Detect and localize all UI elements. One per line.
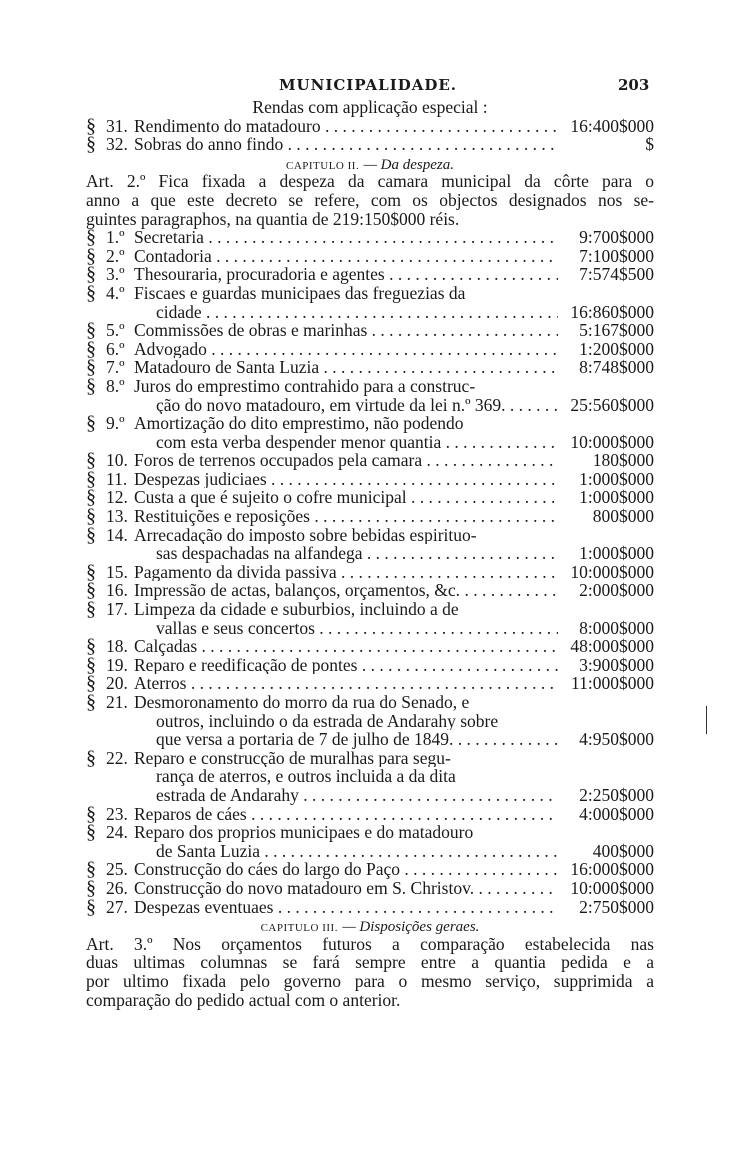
list-item bbox=[86, 488, 654, 507]
item-label: Impressão de actas, balanços, orçamentos, &c. . . . bbox=[134, 581, 558, 600]
item-amount: 4:000$000 bbox=[579, 803, 654, 824]
item-number: 4.º bbox=[106, 282, 125, 303]
item-number: 1.º bbox=[106, 227, 125, 248]
section-sign: § bbox=[86, 746, 96, 769]
item-amount: 8:000$000 bbox=[579, 617, 654, 638]
list-item bbox=[86, 451, 654, 470]
item-number: 18. bbox=[106, 636, 128, 657]
item-amount: 3:900$000 bbox=[579, 654, 654, 675]
item-number: 24. bbox=[106, 822, 128, 843]
item-amount: 8:748$000 bbox=[579, 357, 654, 378]
page-number: 203 bbox=[618, 76, 650, 94]
item-label: estrada de Andarahy . . . bbox=[156, 786, 558, 805]
page-body bbox=[86, 98, 654, 1009]
item-amount: 800$000 bbox=[592, 506, 654, 527]
section-sign: § bbox=[86, 114, 96, 137]
list-item bbox=[86, 523, 654, 546]
section-sign: § bbox=[86, 467, 96, 490]
item-label: que versa a portaria de 7 de julho de 1849. . . . bbox=[156, 730, 558, 749]
list-item-continuation bbox=[86, 712, 654, 731]
item-number: 2.º bbox=[106, 245, 125, 266]
list-item bbox=[86, 895, 654, 918]
paragraph-line: por ultimo fixada pelo governo para o mesmo serviço, supprimida a bbox=[86, 970, 654, 991]
list-item bbox=[86, 746, 654, 769]
chapter-title: — Disposições geraes. bbox=[342, 919, 480, 936]
item-label: Aterros . . . bbox=[134, 674, 558, 693]
item-label: Matadouro de Santa Luzia . . . bbox=[134, 358, 558, 377]
list-item bbox=[86, 337, 654, 360]
item-label: Juros do emprestimo contrahido para a construc- bbox=[134, 376, 476, 396]
section-sign: § bbox=[86, 263, 96, 286]
item-amount: 16:400$000 bbox=[570, 115, 654, 136]
list-item bbox=[86, 281, 654, 304]
item-label: Advogado . . . bbox=[134, 340, 558, 359]
item-amount: 9:700$000 bbox=[579, 227, 654, 248]
section-sign: § bbox=[86, 895, 96, 918]
section-sign: § bbox=[86, 672, 96, 695]
item-label: outros, incluindo o da estrada de Andarahy sobre bbox=[156, 711, 499, 731]
item-label: Thesouraria, procuradoria e agentes . . . bbox=[134, 265, 558, 284]
item-amount: 2:250$000 bbox=[579, 784, 654, 805]
item-label: Sobras do anno findo . . . bbox=[134, 135, 558, 154]
section-sign: § bbox=[86, 486, 96, 509]
list-item bbox=[86, 802, 654, 825]
item-amount: 2:750$000 bbox=[579, 896, 654, 917]
list-item-continuation bbox=[86, 433, 654, 452]
item-label: Reparos de cáes . . . bbox=[134, 805, 558, 824]
list-item-continuation bbox=[86, 786, 654, 805]
item-number: 5.º bbox=[106, 320, 125, 341]
list-item-continuation bbox=[86, 303, 654, 322]
item-amount: 16:000$000 bbox=[570, 859, 654, 880]
list-item-continuation bbox=[86, 767, 654, 786]
list-item bbox=[86, 321, 654, 340]
item-label: Calçadas . . . bbox=[134, 637, 558, 656]
article-2 bbox=[86, 172, 654, 228]
section-sign: § bbox=[86, 579, 96, 602]
item-number: 12. bbox=[106, 487, 128, 508]
section-sign: § bbox=[86, 821, 96, 844]
section-sign: § bbox=[86, 319, 96, 342]
list-item-continuation bbox=[86, 619, 654, 638]
chapter-cap: CAPITULO II. bbox=[285, 159, 360, 172]
item-label: Arrecadação do imposto sobre bebidas espirituo- bbox=[134, 525, 477, 545]
item-amount: 2:000$000 bbox=[579, 580, 654, 601]
item-label: Restituições e reposições . . . bbox=[134, 507, 558, 526]
item-number: 7.º bbox=[106, 357, 125, 378]
item-amount: 48:000$000 bbox=[570, 636, 654, 657]
item-amount: 7:574$500 bbox=[579, 264, 654, 285]
item-label: Commissões de obras e marinhas . . . bbox=[134, 321, 558, 340]
section-sign: § bbox=[86, 598, 96, 621]
item-number: 32. bbox=[106, 134, 128, 155]
section-sign: § bbox=[86, 691, 96, 713]
item-label: Limpeza da cidade e suburbios, incluindo a de bbox=[134, 600, 459, 619]
item-amount: 7:100$000 bbox=[579, 245, 654, 266]
item-amount: 1:000$000 bbox=[579, 543, 654, 564]
item-label: Secretaria . . . bbox=[134, 228, 558, 247]
item-label: Reparo e construcção de muralhas para segu- bbox=[134, 748, 451, 768]
chapter-heading bbox=[86, 154, 654, 173]
list-item bbox=[86, 653, 654, 676]
item-number: 23. bbox=[106, 803, 128, 824]
item-amount: 11:000$000 bbox=[571, 673, 654, 694]
item-label: vallas e seus concertos . . . bbox=[156, 619, 558, 638]
section-sign: § bbox=[86, 635, 96, 658]
list-item bbox=[86, 265, 654, 284]
list-item bbox=[86, 135, 654, 154]
section-sign: § bbox=[86, 374, 96, 397]
item-label: Reparo e reedificação de pontes . . . bbox=[134, 656, 558, 675]
item-number: 19. bbox=[106, 654, 128, 675]
item-label: Rendimento do matadouro . . . bbox=[134, 117, 558, 136]
running-head: MUNICIPALIDADE. bbox=[278, 76, 458, 94]
list-item bbox=[86, 860, 654, 879]
expense-items bbox=[86, 228, 654, 916]
section-sign: § bbox=[86, 560, 96, 583]
section-sign: § bbox=[86, 802, 96, 825]
list-item bbox=[86, 581, 654, 600]
item-label: sas despachadas na alfandega . . . bbox=[156, 544, 558, 563]
list-item bbox=[86, 637, 654, 656]
paragraph-line: duas ultimas columnas se fará sempre entre a quantia pedida e a bbox=[86, 952, 654, 973]
section-sign: § bbox=[86, 449, 96, 472]
list-item-continuation bbox=[86, 730, 654, 749]
item-amount: 10:000$000 bbox=[570, 561, 654, 582]
list-item bbox=[86, 674, 654, 693]
item-label: rança de aterros, e outros incluida a da dita bbox=[156, 767, 456, 786]
item-amount: 4:950$000 bbox=[579, 729, 654, 750]
list-item bbox=[86, 358, 654, 377]
item-number: 8.º bbox=[106, 375, 125, 396]
paragraph-line: Art. 3.º Nos orçamentos futuros a comparação estabelecida nas bbox=[86, 933, 654, 954]
item-label: Despezas eventuaes . . . bbox=[134, 898, 558, 917]
section-sign: § bbox=[86, 505, 96, 528]
chapter-title: — Da despeza. bbox=[363, 156, 454, 173]
intro-items bbox=[86, 114, 654, 156]
section-sign: § bbox=[86, 412, 96, 435]
list-item-continuation bbox=[86, 842, 654, 861]
list-item bbox=[86, 228, 654, 247]
item-amount: 25:560$000 bbox=[570, 394, 654, 415]
item-number: 16. bbox=[106, 580, 128, 601]
item-label: Desmoronamento do morro da rua do Senado, e bbox=[134, 693, 470, 712]
section-sign: § bbox=[86, 244, 96, 267]
item-amount: 1:000$000 bbox=[579, 487, 654, 508]
item-number: 31. bbox=[106, 115, 128, 136]
item-label: Construcção do cáes do largo do Paço . . . bbox=[134, 860, 558, 879]
item-number: 6.º bbox=[106, 338, 125, 359]
list-item-continuation bbox=[86, 544, 654, 563]
section-sign: § bbox=[86, 133, 96, 156]
item-amount: 5:167$000 bbox=[579, 320, 654, 341]
item-number: 9.º bbox=[106, 413, 125, 434]
subheading: Rendas com applicação especial : bbox=[252, 97, 488, 117]
section-sign: § bbox=[86, 356, 96, 379]
section-sign: § bbox=[86, 523, 96, 546]
list-item bbox=[86, 507, 654, 526]
list-item bbox=[86, 414, 654, 433]
section-sign: § bbox=[86, 858, 96, 881]
list-item bbox=[86, 560, 654, 583]
item-label: Custa a que é sujeito o cofre municipal . . . bbox=[134, 488, 558, 507]
list-item bbox=[86, 876, 654, 899]
list-item-continuation bbox=[86, 396, 654, 415]
item-label: Construcção do novo matadouro em S. Christov. . . . bbox=[134, 879, 558, 898]
section-sign: § bbox=[86, 653, 96, 676]
item-number: 25. bbox=[106, 859, 128, 880]
item-label: com esta verba despender menor quantia . . . bbox=[156, 433, 558, 452]
list-item bbox=[86, 823, 654, 842]
item-number: 21. bbox=[106, 692, 128, 712]
item-number: 3.º bbox=[106, 264, 125, 285]
chapter-heading bbox=[86, 916, 654, 935]
item-number: 22. bbox=[106, 747, 128, 768]
margin-mark bbox=[706, 706, 710, 734]
list-item bbox=[86, 600, 654, 619]
list-item bbox=[86, 693, 654, 712]
article-3 bbox=[86, 935, 654, 1009]
item-label: Reparo dos proprios municipaes e do matadouro bbox=[134, 823, 474, 842]
paragraph-line: Art. 2.º Fica fixada a despeza da camara municipal da côrte para o bbox=[86, 171, 654, 192]
item-amount: 16:860$000 bbox=[570, 301, 654, 322]
section-sign: § bbox=[86, 226, 96, 249]
item-number: 15. bbox=[106, 561, 128, 582]
list-item bbox=[86, 244, 654, 267]
item-label: Pagamento da divida passiva . . . bbox=[134, 563, 558, 582]
item-label: Foros de terrenos occupados pela camara . . . bbox=[134, 451, 558, 470]
item-label: cidade . . . bbox=[156, 303, 558, 322]
item-amount: 180$000 bbox=[592, 450, 654, 471]
chapter-cap: CAPITULO III. bbox=[260, 922, 338, 935]
section-sign: § bbox=[86, 337, 96, 360]
item-amount: $ bbox=[645, 134, 654, 155]
list-item bbox=[86, 374, 654, 397]
section-sign: § bbox=[86, 281, 96, 304]
paragraph-line: anno a que este decreto se refere, com os objectos designados nos se- bbox=[86, 189, 654, 210]
item-number: 26. bbox=[106, 877, 128, 898]
paragraph-line: guintes paragraphos, na quantia de 219:150$000 réis. bbox=[86, 208, 460, 229]
item-label: de Santa Luzia . . . bbox=[156, 842, 558, 861]
list-item bbox=[86, 114, 654, 137]
item-amount: 10:000$000 bbox=[570, 877, 654, 898]
item-label: Despezas judiciaes . . . bbox=[134, 470, 558, 489]
item-amount: 10:000$000 bbox=[570, 431, 654, 452]
item-number: 14. bbox=[106, 524, 128, 545]
item-number: 17. bbox=[106, 599, 128, 620]
item-amount: 400$000 bbox=[592, 840, 654, 861]
item-number: 13. bbox=[106, 506, 128, 527]
item-label: Contadoria . . . bbox=[134, 247, 558, 266]
item-amount: 1:000$000 bbox=[579, 468, 654, 489]
item-label: Amortização do dito emprestimo, não podendo bbox=[134, 414, 464, 433]
item-amount: 1:200$000 bbox=[579, 338, 654, 359]
list-item bbox=[86, 467, 654, 490]
item-number: 20. bbox=[106, 673, 128, 694]
item-number: 10. bbox=[106, 450, 128, 471]
section-sign: § bbox=[86, 876, 96, 899]
item-number: 27. bbox=[106, 896, 128, 917]
item-label: ção do novo matadouro, em virtude da lei n.º 369. . . . bbox=[156, 396, 558, 415]
item-label: Fiscaes e guardas municipaes das freguezias da bbox=[134, 283, 466, 303]
paragraph-line: comparação do pedido actual com o anterior. bbox=[86, 989, 401, 1010]
item-number: 11. bbox=[106, 468, 128, 489]
